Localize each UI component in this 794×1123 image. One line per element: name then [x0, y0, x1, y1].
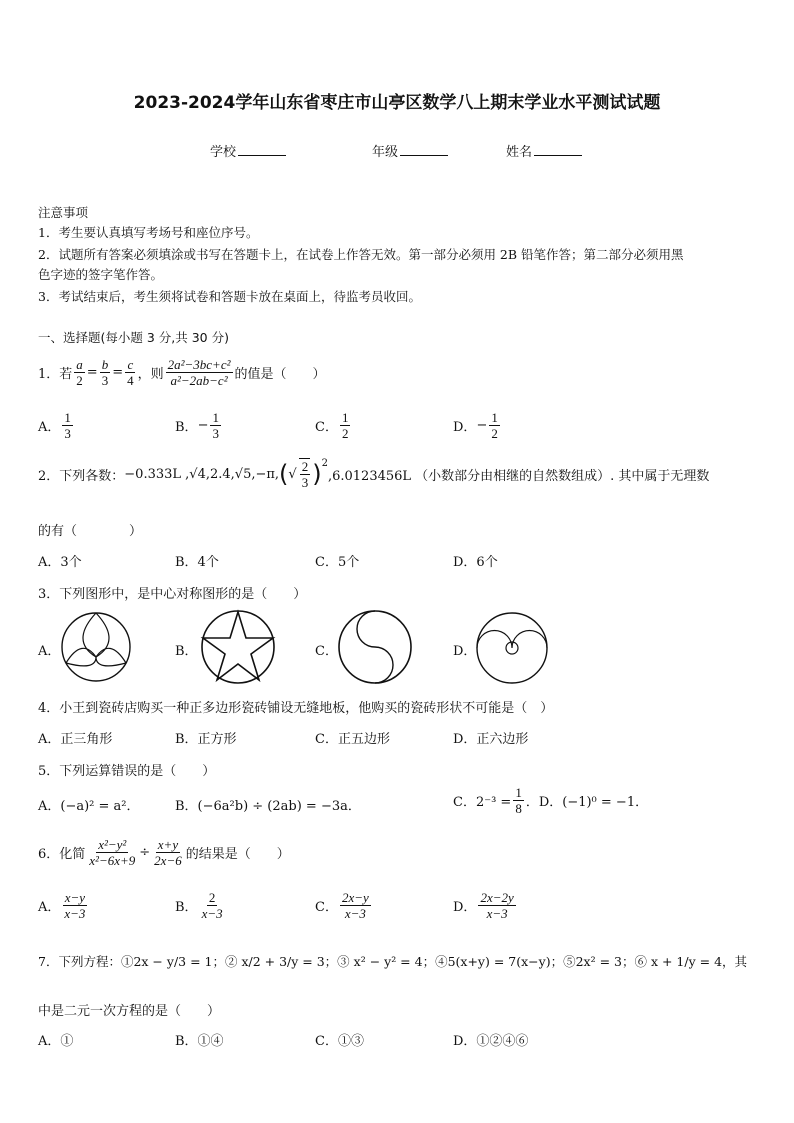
- q3-option-d[interactable]: D．: [453, 644, 477, 659]
- note-item: 色字迹的签字笔作答。: [38, 267, 164, 282]
- q1-option-b[interactable]: B． − $\frac{1}{3}$: [175, 410, 219, 441]
- q3-option-a[interactable]: A．: [38, 644, 61, 659]
- q7-line2: 中是二元一次方程的是（ ）: [38, 1004, 221, 1019]
- q5-option-c-d[interactable]: C．2⁻³ = $\frac{1}{8}$ ．D．(−1)⁰ = −1．: [453, 785, 649, 816]
- q6-option-a[interactable]: A． $\frac{x-y}{x-3}$: [38, 890, 86, 921]
- q2-option-d[interactable]: D．6个: [453, 555, 498, 570]
- q1-mid: ，则: [137, 367, 164, 382]
- q2-number-list: −0.333L ,√4,2.4,√5,−π,: [124, 466, 280, 482]
- three-petal-figure: [60, 611, 132, 683]
- q5-option-b[interactable]: B．(−6a²b) ÷ (2ab) = −3a．: [175, 799, 361, 814]
- q4-option-d[interactable]: D．正六边形: [453, 732, 529, 747]
- q7-option-d[interactable]: D．①②④⑥: [453, 1034, 529, 1049]
- question-1: 1．若 $\frac{a}{2}$ = $\frac{b}{3}$ = $\frac{c}{4}$ ，则 $\frac{\text{2a²−3bc+c²}}{\text{a²−2ab−c²}}$ 的值是（ ）: [38, 357, 326, 388]
- school-field[interactable]: 学校: [210, 141, 286, 160]
- q6-option-b[interactable]: B． $\frac{2}{x-3}$: [175, 890, 223, 921]
- question-3: 3．下列图形中，是中心对称图形的是（ ）: [38, 587, 307, 602]
- q5-option-a[interactable]: A．(−a)² = a²．: [38, 799, 140, 814]
- q1-option-d[interactable]: D． − $\frac{1}{2}$: [453, 410, 498, 441]
- question-7: 7．下列方程：①2x − y/3 = 1；② x/2 + 3/y = 3；③ x² − y² = 4；④5(x+y) = 7(x−y)；⑤2x² = 3；⑥ x + 1/y = 4，其: [38, 954, 748, 969]
- question-4: 4．小王到瓷砖店购买一种正多边形瓷砖铺设无缝地板，他购买的瓷砖形状不可能是（ ）: [38, 701, 554, 716]
- note-item: 1．考生要认真填写考场号和座位序号。: [38, 225, 259, 240]
- q4-option-b[interactable]: B．正方形: [175, 732, 237, 747]
- name-field[interactable]: 姓名: [506, 141, 582, 160]
- grade-field[interactable]: 年级: [372, 141, 448, 160]
- q2-line2: 的有（ ）: [38, 524, 143, 539]
- q3-option-b[interactable]: B．: [175, 644, 198, 659]
- star-in-circle-figure: [200, 609, 276, 685]
- question-5: 5．下列运算错误的是（ ）: [38, 764, 216, 779]
- q2-option-b[interactable]: B．4个: [175, 555, 219, 570]
- note-item: 3．考试结束后，考生须将试卷和答题卡放在桌面上，待监考员收回。: [38, 289, 421, 304]
- note-item: 2．试题所有答案必须填涂或书写在答题卡上，在试卷上作答无效。第一部分必须用 2B 铅笔作答；第二部分必须用黑: [38, 247, 684, 262]
- yin-yang-figure: [337, 609, 413, 685]
- question-2: 2．下列各数： −0.333L ,√4,2.4,√5,−π, ( √ $\frac{2}{3}$ ) $^2$ ,6.0123456L （小数部分由相继的自然数组成）. 其中属于无理数: [38, 458, 710, 490]
- q4-option-a[interactable]: A．正三角形: [38, 732, 113, 747]
- q4-option-c[interactable]: C．正五边形: [315, 732, 390, 747]
- q1-option-c[interactable]: C． $\frac{1}{2}$: [315, 410, 349, 441]
- exam-title: 2023-2024学年山东省枣庄市山亭区数学八上期末学业水平测试试题: [133, 93, 661, 113]
- section-heading: 一、选择题(每小题 3 分,共 30 分): [38, 330, 229, 345]
- q7-option-b[interactable]: B．①④: [175, 1034, 224, 1049]
- question-6: 6．化简 $\frac{\text{x²−y²}}{\text{x²−6x+9}}$ ÷ $\frac{x+y}{2x-6}$ 的结果是（ ）: [38, 837, 290, 868]
- q7-option-c[interactable]: C．①③: [315, 1034, 364, 1049]
- circle-with-arcs-figure: [475, 611, 549, 685]
- q6-option-d[interactable]: D． $\frac{2x-2y}{x-3}$: [453, 890, 514, 921]
- notes-heading: 注意事项: [38, 205, 89, 220]
- q1-option-a[interactable]: A． $\frac{1}{3}$: [38, 410, 71, 441]
- q2-option-a[interactable]: A．3个: [38, 555, 82, 570]
- q1-suffix: 的值是（ ）: [234, 367, 326, 382]
- q2-option-c[interactable]: C．5个: [315, 555, 360, 570]
- q3-option-c[interactable]: C．: [315, 644, 338, 659]
- q1-prefix: 1．若: [38, 367, 73, 382]
- q6-option-c[interactable]: C． $\frac{2x-y}{x-3}$: [315, 890, 369, 921]
- q7-option-a[interactable]: A．①: [38, 1034, 74, 1049]
